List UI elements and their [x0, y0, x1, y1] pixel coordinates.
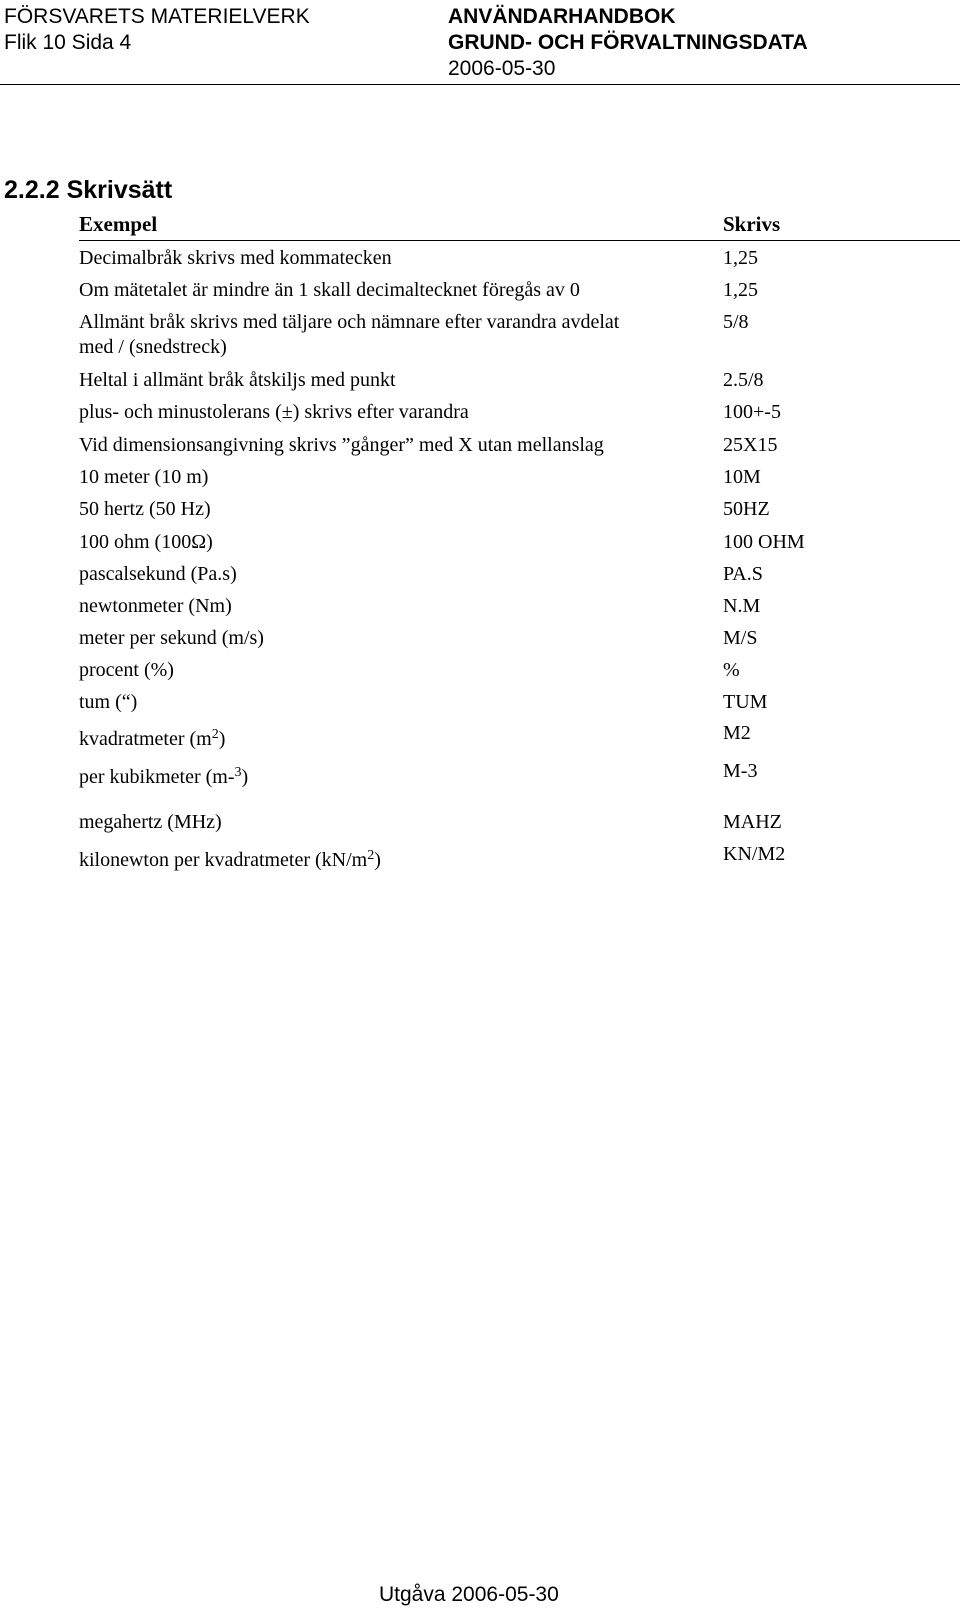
written-cell: 10M [723, 466, 761, 488]
section-title: Skrivsätt [66, 176, 173, 204]
header-org: FÖRSVARETS MATERIELVERK [4, 5, 310, 28]
example-cell: Vid dimensionsangivning skrivs ”gånger” med X utan mellanslag [79, 434, 604, 456]
written-cell: % [723, 659, 740, 681]
written-cell: M2 [723, 722, 751, 744]
header-location: Flik 10 Sida 4 [4, 31, 132, 54]
example-cell [79, 765, 699, 790]
example-cell: Om mätetalet är mindre än 1 skall decimaltecknet föregås av 0 [79, 279, 580, 301]
example-text: kvadratmeter (m [79, 728, 212, 750]
written-cell: TUM [723, 691, 768, 713]
written-cell: 5/8 [723, 311, 749, 333]
superscript: 2 [211, 727, 219, 742]
example-cell: Decimalbråk skrivs med kommatecken [79, 247, 392, 269]
written-cell: M/S [723, 627, 758, 649]
header-right [448, 4, 808, 82]
example-cell: newtonmeter (Nm) [79, 595, 232, 617]
example-text: kilonewton per kvadratmeter (kN/m [79, 849, 368, 871]
superscript: 2 [367, 848, 375, 863]
written-cell: M-3 [723, 760, 758, 782]
example-cell [79, 727, 699, 752]
written-cell: MAHZ [723, 811, 782, 833]
footer-edition: Utgåva 2006-05-30 [379, 1583, 559, 1606]
header-doc-title: ANVÄNDARHANDBOK [448, 5, 676, 28]
column-header-written: Skrivs [723, 212, 781, 236]
written-cell: 25X15 [723, 434, 778, 456]
written-cell: PA.S [723, 563, 763, 585]
example-cell: 100 ohm (100Ω) [79, 531, 213, 553]
header-divider [0, 84, 960, 85]
example-cell [79, 848, 699, 873]
example-cell: Heltal i allmänt bråk åtskiljs med punkt [79, 369, 396, 391]
header-date: 2006-05-30 [448, 57, 556, 80]
example-text: per kubikmeter (m- [79, 766, 235, 788]
column-header-example: Exempel [79, 212, 158, 236]
example-cell [79, 310, 699, 360]
example-cell: 50 hertz (50 Hz) [79, 498, 211, 520]
example-cell-line: med / (snedstreck) [79, 336, 227, 358]
written-cell: 1,25 [723, 279, 758, 301]
example-cell: megahertz (MHz) [79, 811, 222, 833]
example-text-end: ) [374, 849, 381, 871]
example-cell: pascalsekund (Pa.s) [79, 563, 237, 585]
example-cell: 10 meter (10 m) [79, 466, 209, 488]
example-cell: procent (%) [79, 659, 174, 681]
written-cell: 1,25 [723, 247, 758, 269]
header-left [4, 4, 310, 56]
example-text-end: ) [241, 766, 249, 788]
example-text-end: ) [218, 728, 226, 750]
written-cell: 2.5/8 [723, 369, 764, 391]
table-header [79, 212, 960, 240]
written-cell: N.M [723, 595, 761, 617]
table-header-rule [79, 240, 960, 241]
superscript: 3 [234, 765, 242, 780]
header-doc-subtitle: GRUND- OCH FÖRVALTNINGSDATA [448, 31, 808, 54]
section-heading [4, 175, 172, 205]
example-cell: tum (“) [79, 691, 138, 713]
written-cell: 100 OHM [723, 531, 805, 553]
example-cell: meter per sekund (m/s) [79, 627, 264, 649]
example-cell-line: Allmänt bråk skrivs med täljare och nämnare efter varandra avdelat [79, 311, 620, 333]
written-cell: KN/M2 [723, 843, 786, 865]
example-cell: plus- och minustolerans (±) skrivs efter varandra [79, 401, 469, 423]
written-cell: 50HZ [723, 498, 770, 520]
written-cell: 100+-5 [723, 401, 781, 423]
section-number: 2.2.2 [4, 176, 60, 204]
